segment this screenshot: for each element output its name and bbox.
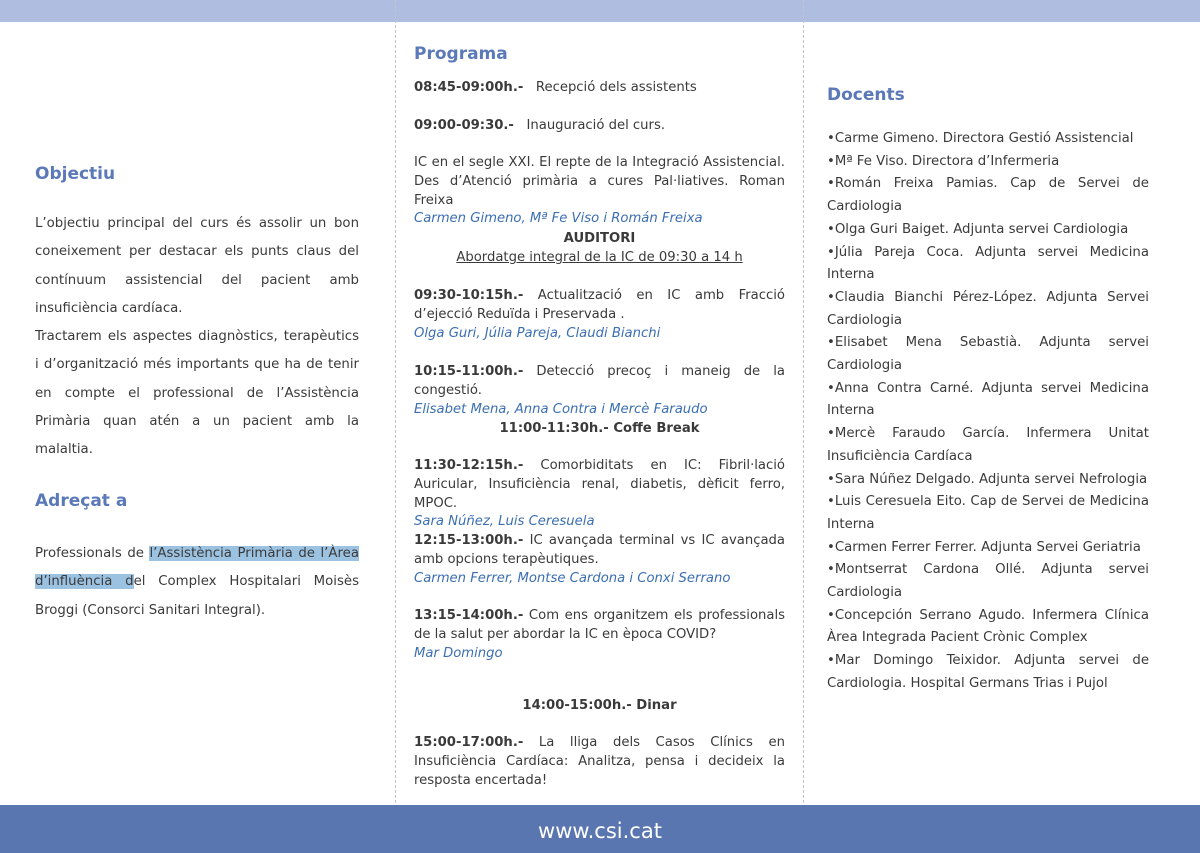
session-speakers: Carmen Gimeno, Mª Fe Viso i Román Freixa xyxy=(414,211,703,227)
website-link[interactable]: www.csi.cat xyxy=(538,819,662,843)
session-time: 10:15-11:00h.- xyxy=(414,364,524,379)
session-time: 13:15-14:00h.- xyxy=(414,608,524,623)
fold-line-right xyxy=(803,0,804,853)
session-time: 09:00-09:30.- xyxy=(414,118,514,133)
list-item: • Montserrat Cardona Ollé. Adjunta servei Cardiologia xyxy=(827,559,1149,604)
fold-line-left xyxy=(395,0,396,853)
adrecat-paragraph xyxy=(35,540,359,625)
session-speakers: Carmen Ferrer, Montse Cardona i Conxi Serrano xyxy=(414,570,731,586)
docents-heading: Docents xyxy=(827,85,905,105)
adrecat-text-pre: Professionals de xyxy=(35,546,150,561)
list-item: • Luis Ceresuela Eito. Cap de Servei de Medicina Interna xyxy=(827,491,1149,536)
list-item: • Olga Guri Baiget. Adjunta servei Cardiologia xyxy=(827,219,1149,242)
adrecat-highlighted-text: l’Assistència Primària de l’Àrea d’influència d xyxy=(35,546,359,590)
session-text: Comorbiditats en IC: Fibril·lació Auricular, Insuficiència renal, diabetis, dèficit ferro, MPOC. xyxy=(414,458,785,511)
session-comorbiditats xyxy=(414,457,785,532)
session-time: 08:45-09:00h.- xyxy=(414,80,524,95)
session-speakers: Mar Domingo xyxy=(414,645,503,661)
adrecat-heading: Adreçat a xyxy=(35,491,128,511)
session-text: Detecció precoç i maneig de la congestió. xyxy=(414,364,785,398)
session-deteccio xyxy=(414,363,785,419)
session-text: IC en el segle XXI. El repte de la Integració Assistencial. Des d’Atenció primària a cures Pal·liatives. Roman Freixa xyxy=(414,155,785,208)
list-item: • Elisabet Mena Sebastià. Adjunta servei Cardiologia xyxy=(827,332,1149,377)
coffee-break: 11:00-11:30h.- Coffe Break xyxy=(499,421,700,436)
list-item: • Román Freixa Pamias. Cap de Servei de Cardiologia xyxy=(827,173,1149,218)
session-text: Recepció dels assistents xyxy=(535,80,697,95)
list-item: • Mercè Faraudo García. Infermera Unitat Insuficiència Cardíaca xyxy=(827,423,1149,468)
session-reception xyxy=(414,79,785,98)
session-ic-avancada xyxy=(414,532,785,588)
lunch-break: 14:00-15:00h.- Dinar xyxy=(522,698,677,713)
list-item: • Concepción Serrano Agudo. Infermera Clínica Àrea Integrada Pacient Crònic Complex xyxy=(827,605,1149,650)
session-actualitzacio xyxy=(414,287,785,343)
list-item: • Carmen Ferrer Ferrer. Adjunta Servei Geriatria xyxy=(827,537,1149,560)
auditori-subtitle: Abordatge integral de la IC de 09:30 a 14 h xyxy=(456,249,743,265)
adrecat-text-post: el Complex Hospitalari Moisès Broggi (Consorci Sanitari Integral). xyxy=(35,574,359,618)
auditori-title: AUDITORI xyxy=(563,231,636,246)
session-ic-segle-xxi xyxy=(414,154,785,229)
programa-heading: Programa xyxy=(414,44,508,64)
session-speakers: Olga Guri, Júlia Pareja, Claudi Bianchi xyxy=(414,325,661,341)
session-text: IC avançada terminal vs IC avançada amb opcions terapèutiques. xyxy=(414,533,785,567)
session-covid xyxy=(414,607,785,663)
session-time: 12:15-13:00h.- xyxy=(414,533,524,548)
list-item: • Claudia Bianchi Pérez-López. Adjunta Servei Cardiologia xyxy=(827,287,1149,332)
list-item: • Carme Gimeno. Directora Gestió Assistencial xyxy=(827,128,1149,151)
session-text: Inauguració del curs. xyxy=(526,118,666,133)
session-time: 09:30-10:15h.- xyxy=(414,288,524,303)
session-inauguration xyxy=(414,117,785,136)
objectiu-paragraph-2: Tractarem els aspectes diagnòstics, terapèutics i d’organització més importants que ha de tenir en compte el professional de l’Assistència Primària quan atén a un pacient amb la malaltia. xyxy=(35,329,359,458)
auditori-block xyxy=(414,230,785,268)
session-casos-clinics xyxy=(414,734,785,790)
session-text: La lliga dels Casos Clínics en Insuficiència Cardíaca: Analitza, pensa i decideix la resposta encertada! xyxy=(414,735,785,788)
docents-list xyxy=(827,128,1149,696)
list-item: • Anna Contra Carné. Adjunta servei Medicina Interna xyxy=(827,378,1149,423)
session-time: 15:00-17:00h.- xyxy=(414,735,524,750)
session-text: Actualització en IC amb Fracció d’ejecció Reduïda i Preservada . xyxy=(414,288,785,322)
session-text: Com ens organitzem els professionals de la salut per abordar la IC en època COVID? xyxy=(414,608,785,642)
session-time: 11:30-12:15h.- xyxy=(414,458,524,473)
top-band xyxy=(0,0,1200,22)
objectiu-heading: Objectiu xyxy=(35,164,116,184)
session-speakers: Elisabet Mena, Anna Contra i Mercè Faraudo xyxy=(414,401,708,417)
list-item: • Mª Fe Viso. Directora d’Infermeria xyxy=(827,151,1149,174)
list-item: • Júlia Pareja Coca. Adjunta servei Medicina Interna xyxy=(827,242,1149,287)
objectiu-paragraph-1: L’objectiu principal del curs és assolir un bon coneixement per destacar els punts claus del contínuum assistencial del pacient amb insuficiència cardíaca. xyxy=(35,216,359,316)
list-item: • Mar Domingo Teixidor. Adjunta servei de Cardiologia. Hospital Germans Trias i Pujol xyxy=(827,650,1149,695)
session-speakers: Sara Núñez, Luis Ceresuela xyxy=(414,514,595,530)
list-item: • Sara Núñez Delgado. Adjunta servei Nefrologia xyxy=(827,469,1149,492)
